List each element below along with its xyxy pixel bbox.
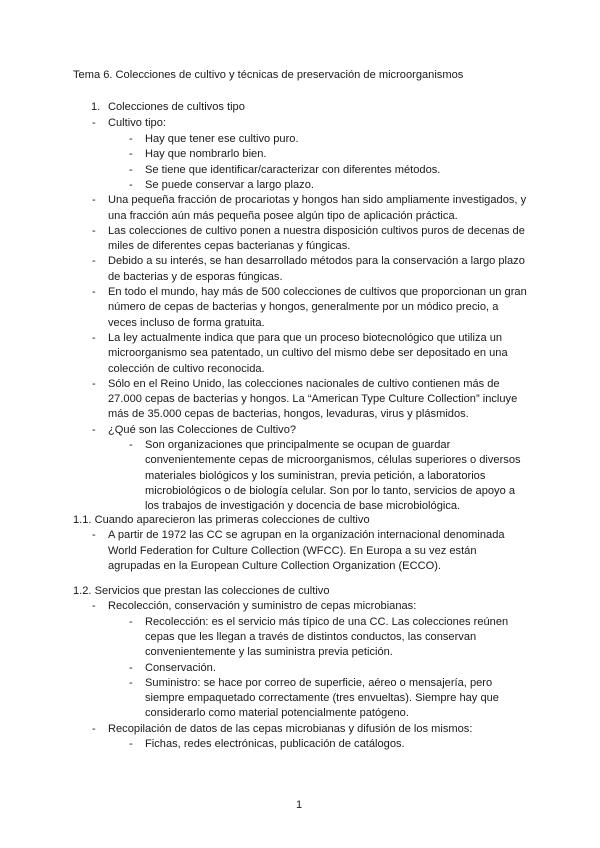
cultivo-tipo-item: Hay que nombrarlo bien. bbox=[145, 148, 267, 161]
bullet-marker: - bbox=[92, 331, 96, 344]
bullet-text-line: de bacterias y de esporas fúngicas. bbox=[108, 270, 283, 283]
cultivo-tipo-item: Se tiene que identificar/caracterizar con diferentes métodos. bbox=[145, 163, 441, 176]
service-sub-line: siempre empaquetado correctamente (tres envueltas). Siempre hay que bbox=[145, 692, 499, 705]
bullet-marker: - bbox=[92, 117, 96, 129]
bullet-text-line: miles de diferentes cepas bacterianas y fúngicas. bbox=[108, 240, 351, 253]
bullet-marker: - bbox=[92, 722, 96, 735]
cultivo-tipo-item: Se puede conservar a largo plazo. bbox=[145, 178, 314, 191]
cultivo-tipo-item: Hay que tener ese cultivo puro. bbox=[145, 133, 299, 145]
doc-title: Tema 6. Colecciones de cultivo y técnicas de preservación de microorganismos bbox=[73, 69, 464, 81]
bullet-marker: - bbox=[92, 529, 96, 542]
answer-line: Son organizaciones que principalmente se ocupan de guardar bbox=[145, 439, 451, 451]
section1-2-bullet: Recolección, conservación y suministro de cepas microbianas: bbox=[108, 600, 417, 613]
bullet-marker: - bbox=[92, 377, 96, 390]
bullet-marker: - bbox=[92, 286, 96, 298]
bullet-text-line: 27.000 cepas de bacterias y hongos. La “American Type Culture Collection” incluye bbox=[108, 393, 518, 406]
bullet-text-line: En todo el mundo, hay más de 500 colecciones de cultivos que proporcionan un gran bbox=[108, 286, 527, 298]
bullet-marker: - bbox=[92, 255, 96, 268]
bullet-text-line: una fracción aún más pequeña posee algún tipo de aplicación práctica. bbox=[108, 209, 458, 222]
section1-1-line: A partir de 1972 las CC se agrupan en la organización internacional denominada bbox=[108, 529, 505, 542]
bullet-text-line: Debido a su interés, se han desarrollado métodos para la conservación a largo plazo bbox=[108, 255, 525, 268]
section1-2-heading: 1.2. Servicios que prestan las colecciones de cultivo bbox=[73, 585, 330, 597]
section1-number: 1. bbox=[91, 101, 101, 113]
bullet-text-line: número de cepas de bacterias y hongos, generalmente por un módico precio, a bbox=[108, 301, 499, 314]
section1-1-line: World Federation for Culture Collection (WFCC). En Europa a su vez están bbox=[108, 544, 477, 557]
bullet-marker: - bbox=[129, 133, 133, 145]
answer-line: microbiológicos o de biología celular. Son por lo tanto, servicios de apoyo a bbox=[145, 484, 516, 497]
service-sub-line: Fichas, redes electrónicas, publicación de catálogos. bbox=[145, 738, 405, 750]
bullet-marker: - bbox=[129, 439, 133, 451]
bullet-text-line: más de 35.000 cepas de bacterias, hongos, levaduras, virus y plásmidos. bbox=[108, 408, 469, 421]
bullet-marker: - bbox=[129, 676, 133, 689]
bullet-text-line: Las colecciones de cultivo ponen a nuestra disposición cultivos puros de decenas de bbox=[108, 224, 525, 237]
bullet-marker: - bbox=[129, 148, 133, 161]
bullet-marker: - bbox=[92, 423, 96, 436]
bullet-text-line: veces incluso de forma gratuita. bbox=[108, 316, 265, 329]
cultivo-tipo-label: Cultivo tipo: bbox=[108, 117, 166, 129]
service-sub-line: cepas que les llegan a través de distintos conductos, las conservan bbox=[145, 630, 477, 643]
section1-1-heading: 1.1. Cuando aparecieron las primeras colecciones de cultivo bbox=[73, 514, 370, 526]
bullet-text-line: La ley actualmente indica que para que un proceso biotecnológico que utiliza un bbox=[108, 331, 503, 344]
bullet-marker: - bbox=[92, 224, 96, 237]
bullet-marker: - bbox=[129, 615, 133, 628]
bullet-text-line: Una pequeña fracción de procariotas y hongos han sido ampliamente investigados, y bbox=[108, 194, 527, 207]
answer-line: los trabajos de investigación y docencia de base microbiológica. bbox=[145, 500, 461, 513]
service-sub-line: Conservación. bbox=[145, 661, 216, 674]
bullet-marker: - bbox=[129, 163, 133, 176]
answer-line: materiales biológicos y los suministran, previa petición, a laboratorios bbox=[145, 469, 486, 482]
page-number: 1 bbox=[296, 799, 303, 811]
service-sub-line: convenientemente y las suministra previa petición. bbox=[145, 646, 393, 659]
service-sub-line: considerarlo como material potencialmente patógeno. bbox=[145, 707, 409, 720]
section1-1-line: agrupadas en la European Culture Collection Organization (ECCO). bbox=[108, 559, 441, 572]
bullet-marker: - bbox=[129, 661, 133, 674]
bullet-marker: - bbox=[92, 194, 96, 207]
answer-line: convenientemente cepas de microorganismos, células superiores o diversos bbox=[145, 454, 521, 467]
section1-heading: Colecciones de cultivos tipo bbox=[108, 101, 245, 113]
bullet-text-line: Sólo en el Reino Unido, las colecciones nacionales de cultivo contienen más de bbox=[108, 377, 500, 390]
bullet-text-line: colección de cultivo reconocida. bbox=[108, 362, 265, 375]
bullet-marker: - bbox=[129, 178, 133, 191]
service-sub-line: Suministro: se hace por correo de superficie, aéreo o mensajería, pero bbox=[145, 676, 493, 689]
bullet-marker: - bbox=[129, 738, 133, 750]
section1-2-bullet: Recopilación de datos de las cepas microbianas y difusión de los mismos: bbox=[108, 722, 473, 735]
service-sub-line: Recolección: es el servicio más típico de una CC. Las colecciones reúnen bbox=[145, 615, 509, 628]
bullet-text-line: microorganismo sea patentado, un cultivo del mismo debe ser depositado en una bbox=[108, 347, 508, 360]
bullet-marker: - bbox=[92, 600, 96, 613]
question-label: ¿Qué son las Colecciones de Cultivo? bbox=[108, 423, 297, 436]
